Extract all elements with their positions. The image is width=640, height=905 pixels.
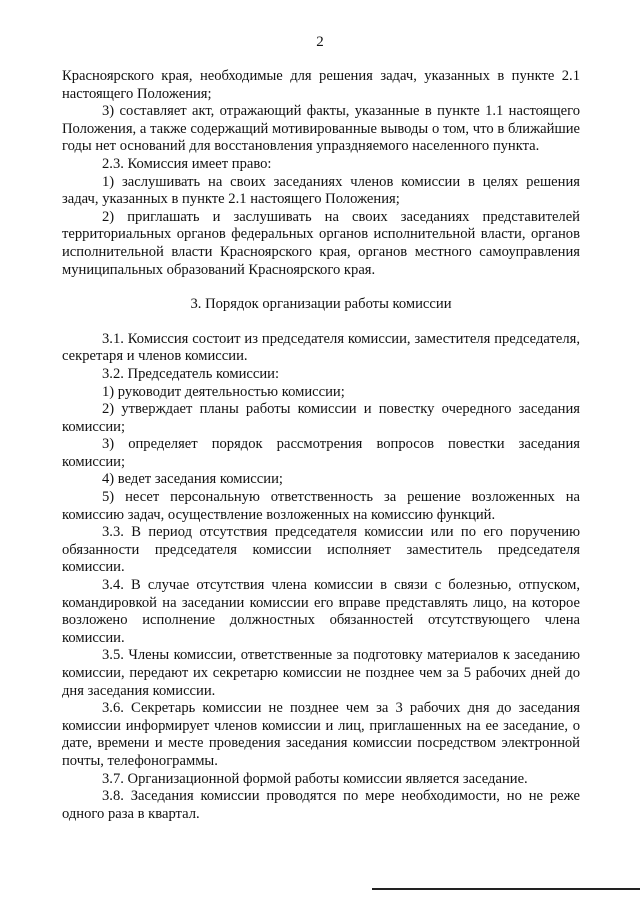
footer-rule xyxy=(372,888,640,890)
paragraph: 1) руководит деятельностью комиссии; xyxy=(102,383,345,400)
paragraph: 2.3. Комиссия имеет право: xyxy=(102,155,272,172)
paragraph: 3.5. Члены комиссии, ответственные за подготовку материалов к заседанию комиссии, передают их секретарю комиссии не позднее чем за 5 рабочих дней до дня заседания комиссии. xyxy=(62,647,580,699)
paragraph: 2) приглашать и заслушивать на своих заседаниях представителей территориальных органов федеральных органов исполнительной власти, органов исполнительной власти Красноярского края, органов местного самоуправления муниципальных образований Красноярского края. xyxy=(62,208,580,278)
paragraph: 3.4. В случае отсутствия члена комиссии в связи с болезнью, отпуском, командировкой на заседании комиссии его вправе представлять лицо, на которое возложено исполнение должностных обязанностей отсутствующего члена комиссии. xyxy=(62,577,580,646)
paragraph: Красноярского края, необходимые для решения задач, указанных в пункте 2.1 настоящего Положения; xyxy=(62,68,580,102)
paragraph: 3) составляет акт, отражающий факты, указанные в пункте 1.1 настоящего Положения, а также содержащий мотивированные выводы о том, что в ближайшие годы нет оснований для восстановления упраздняемого населенного пункта. xyxy=(62,103,580,155)
document-body xyxy=(62,68,580,823)
paragraph: 3.2. Председатель комиссии: xyxy=(102,365,280,382)
page-number: 2 xyxy=(316,34,324,50)
paragraph: 3) определяет порядок рассмотрения вопросов повестки заседания комиссии; xyxy=(62,436,580,470)
paragraph: 3.6. Секретарь комиссии не позднее чем за 3 рабочих дня до заседания комиссии информирует членов комиссии и лиц, приглашенных на ее заседание, о дате, времени и месте проведения заседания комиссии посредством электронной почты, телефонограммы. xyxy=(62,700,580,769)
paragraph: 2) утверждает планы работы комиссии и повестку очередного заседания комиссии; xyxy=(62,401,580,435)
section-heading: 3. Порядок организации работы комиссии xyxy=(190,296,452,313)
paragraph: 3.7. Организационной формой работы комиссии является заседание. xyxy=(102,770,528,787)
paragraph: 5) несет персональную ответственность за решение возложенных на комиссию задач, осуществление возложенных на комиссию функций. xyxy=(62,489,580,523)
paragraph: 4) ведет заседания комиссии; xyxy=(102,471,283,488)
paragraph: 3.3. В период отсутствия председателя комиссии или по его поручению обязанности председателя комиссии исполняет заместитель председателя комиссии. xyxy=(62,524,580,576)
paragraph: 1) заслушивать на своих заседаниях членов комиссии в целях решения задач, указанных в пункте 2.1 настоящего Положения; xyxy=(62,173,580,208)
paragraph: 3.8. Заседания комиссии проводятся по мере необходимости, но не реже одного раза в квартал. xyxy=(62,788,580,822)
paragraph: 3.1. Комиссия состоит из председателя комиссии, заместителя председателя, секретаря и членов комиссии. xyxy=(62,330,580,365)
